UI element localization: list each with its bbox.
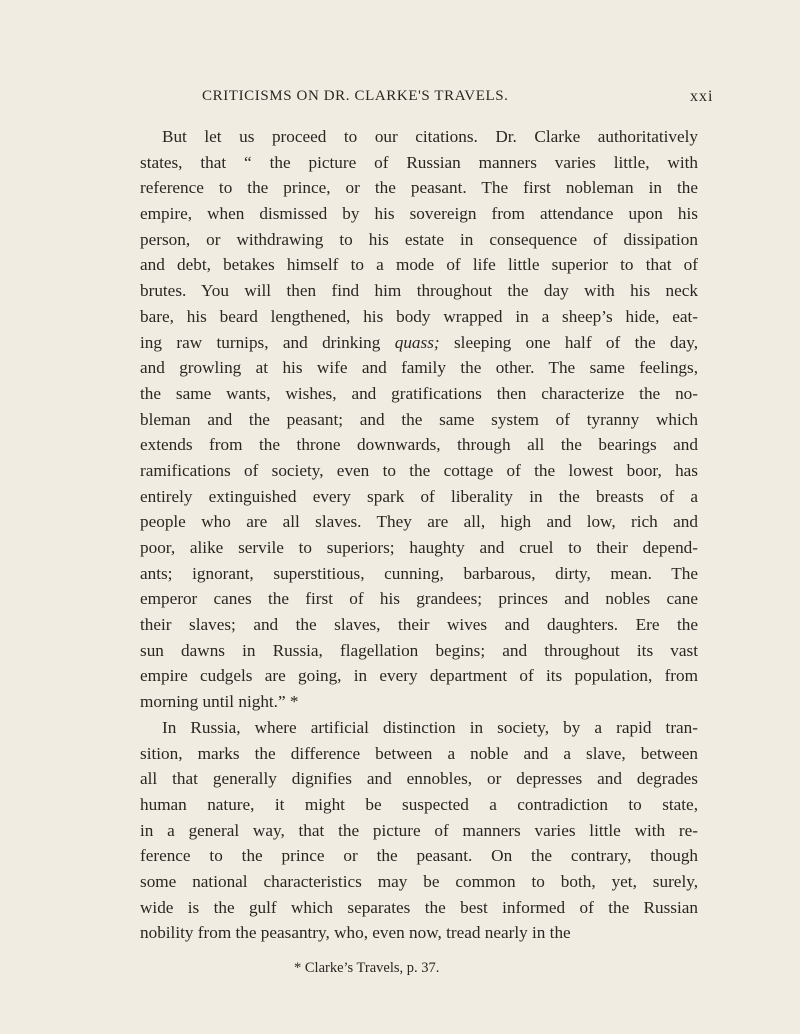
body-line: bleman and the peasant; and the same system of tyranny which: [140, 409, 698, 429]
body-line: people who are all slaves. They are all, high and low, rich and: [140, 512, 698, 532]
body-line: empire cudgels are going, in every department of its population, from: [140, 666, 698, 686]
body-line: ramifications of society, even to the cottage of the lowest boor, has: [140, 460, 698, 480]
footnote: * Clarke’s Travels, p. 37.: [294, 960, 440, 976]
body-line: sun dawns in Russia, flagellation begins; and throughout its vast: [140, 640, 698, 660]
body-line: poor, alike servile to superiors; haughty and cruel to their depend-: [140, 538, 698, 557]
body-line: states, that “ the picture of Russian manners varies little, with: [140, 152, 698, 172]
body-line: nobility from the peasantry, who, even now, tread nearly in the: [140, 923, 571, 943]
body-line: In Russia, where artificial distinction in society, by a rapid tran-: [162, 717, 698, 737]
body-text: [140, 124, 698, 946]
body-line: in a general way, that the picture of manners varies little with re-: [140, 820, 698, 840]
body-line: person, or withdrawing to his estate in consequence of dissipation: [140, 229, 698, 249]
running-title: CRITICISMS ON DR. CLARKE'S TRAVELS.: [202, 88, 509, 104]
body-line: wide is the gulf which separates the best informed of the Russian: [140, 897, 698, 917]
body-line: emperor canes the first of his grandees; princes and nobles cane: [140, 589, 698, 609]
body-line: morning until night.” *: [140, 692, 299, 712]
body-line: some national characteristics may be common to both, yet, surely,: [140, 871, 698, 891]
body-line: ing raw turnips, and drinking quass; sleeping one half of the day,: [140, 332, 698, 352]
body-line: reference to the prince, or the peasant. The first nobleman in the: [140, 178, 698, 198]
body-line: their slaves; and the slaves, their wives and daughters. Ere the: [140, 615, 698, 635]
italic-term: quass;: [394, 332, 440, 352]
body-line: sition, marks the difference between a noble and a slave, between: [140, 743, 698, 763]
body-line: empire, when dismissed by his sovereign from attendance upon his: [140, 204, 698, 224]
body-line: extends from the throne downwards, through all the bearings and: [140, 435, 698, 455]
body-line: brutes. You will then find him throughout the day with his neck: [140, 281, 698, 301]
body-line: all that generally dignifies and ennobles, or depresses and degrades: [140, 769, 698, 789]
body-line: and debt, betakes himself to a mode of life little superior to that of: [140, 255, 698, 275]
body-line: ference to the prince or the peasant. On the contrary, though: [140, 846, 698, 866]
body-line: bare, his beard lengthened, his body wrapped in a sheep’s hide, eat-: [140, 306, 698, 326]
body-line: entirely extinguished every spark of liberality in the breasts of a: [140, 486, 698, 506]
body-line: But let us proceed to our citations. Dr. Clarke authoritatively: [162, 127, 698, 146]
body-line: human nature, it might be suspected a contradiction to state,: [140, 794, 698, 814]
body-line: and growling at his wife and family the other. The same feelings,: [140, 358, 698, 378]
body-line: ants; ignorant, superstitious, cunning, barbarous, dirty, mean. The: [140, 563, 698, 583]
page-number: xxi: [690, 88, 714, 105]
body-line: the same wants, wishes, and gratifications then characterize the no-: [140, 383, 698, 403]
